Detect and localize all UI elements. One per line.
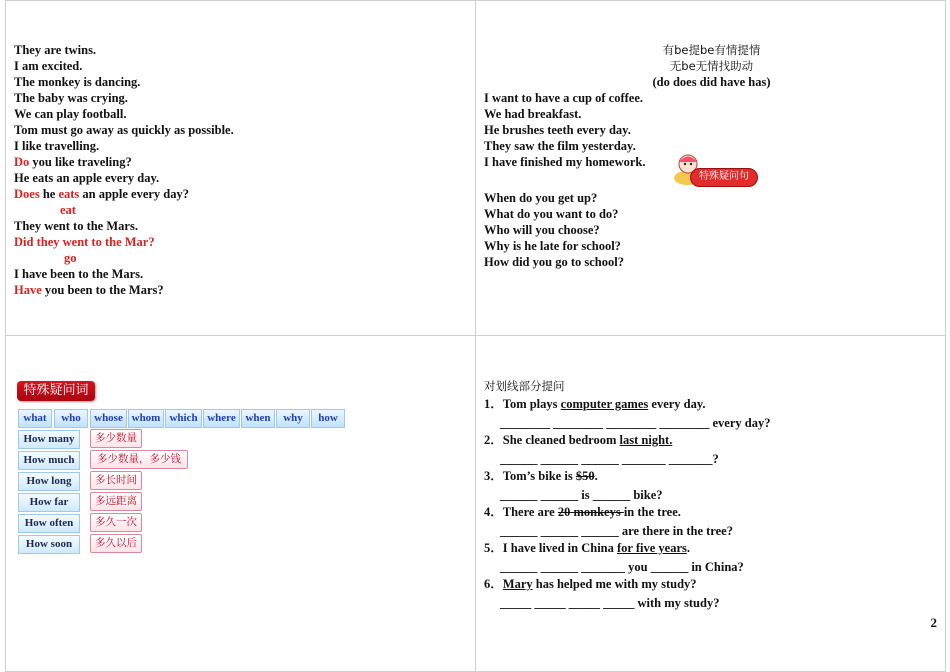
question-rest: an apple every day? bbox=[79, 187, 190, 201]
word-what: what bbox=[18, 409, 52, 428]
q-text: has helped me with my study? bbox=[532, 577, 697, 591]
how-long-label: How long bbox=[18, 472, 80, 491]
special-question-badge: 特殊疑问句 bbox=[690, 168, 758, 187]
aux-does: Does bbox=[14, 187, 40, 201]
page-number: 2 bbox=[930, 615, 937, 630]
word-whose: whose bbox=[90, 409, 127, 428]
sentence: He brushes teeth every day. bbox=[484, 123, 631, 137]
how-often-meaning: 多久一次 bbox=[90, 513, 142, 532]
answer-blank-1: ________ ________ ________ ________ every day? bbox=[500, 416, 771, 430]
answer-blank-3: ______ ______ is ______ bike? bbox=[500, 488, 663, 502]
question: When do you get up? bbox=[484, 191, 598, 205]
word-why: why bbox=[276, 409, 310, 428]
verb-eats: eats bbox=[58, 187, 80, 201]
word-when: when bbox=[241, 409, 275, 428]
answer-blank-4: ______ ______ ______ are there in the tree? bbox=[500, 524, 733, 538]
rule-line-2: 无be无情找助动 bbox=[669, 59, 754, 73]
q-text: . bbox=[594, 469, 598, 483]
sentence: We can play football. bbox=[14, 107, 127, 121]
question: Who will you choose? bbox=[484, 223, 600, 237]
question-words-banner: 特殊疑问词 bbox=[17, 381, 95, 401]
sentence: I have been to the Mars. bbox=[14, 267, 144, 281]
sentence: The monkey is dancing. bbox=[14, 75, 141, 89]
how-much-label: How much bbox=[18, 451, 80, 470]
sentence: He eats an apple every day. bbox=[14, 171, 160, 185]
how-far-meaning: 多远距离 bbox=[90, 492, 142, 511]
sentence: I am excited. bbox=[14, 59, 83, 73]
how-soon-label: How soon bbox=[18, 535, 80, 554]
question-do bbox=[14, 154, 132, 170]
q-text: every day. bbox=[648, 397, 706, 411]
question-mid: he bbox=[39, 187, 59, 201]
question: How did you go to school? bbox=[484, 255, 624, 269]
sentence: The baby was crying. bbox=[14, 91, 128, 105]
underlined-part: for five years bbox=[617, 541, 687, 555]
how-far-label: How far bbox=[18, 493, 80, 512]
sentence: They are twins. bbox=[14, 43, 97, 57]
question-rest: you like traveling? bbox=[29, 155, 132, 169]
q-text: . bbox=[686, 541, 691, 555]
correction-go: go bbox=[64, 251, 77, 265]
question-rest: you been to the Mars? bbox=[41, 283, 164, 297]
sentence: They saw the film yesterday. bbox=[484, 139, 636, 153]
rule-line-1: 有be提be有情提情 bbox=[662, 43, 761, 57]
underlined-part: last night. bbox=[619, 433, 673, 447]
exercise-q2 bbox=[484, 432, 672, 448]
slide-panel-2 bbox=[475, 0, 946, 336]
sentence: I want to have a cup of coffee. bbox=[484, 91, 644, 105]
question-did: Did they went to the Mar? bbox=[14, 235, 155, 249]
how-soon-meaning: 多久以后 bbox=[90, 534, 142, 553]
q-text: 6． bbox=[484, 577, 503, 591]
word-who: who bbox=[54, 409, 88, 428]
word-which: which bbox=[165, 409, 202, 428]
aux-have: Have bbox=[14, 283, 42, 297]
answer-blank-5: ______ ______ _______ you ______ in China? bbox=[500, 560, 744, 574]
sentence: I like travelling. bbox=[14, 139, 100, 153]
word-where: where bbox=[203, 409, 240, 428]
answer-blank-2: ______ ______ ______ _______ _______? bbox=[500, 452, 719, 466]
slide-panel-3 bbox=[5, 335, 476, 672]
question-have bbox=[14, 282, 164, 298]
underlined-part: computer games bbox=[560, 397, 649, 411]
how-long-meaning: 多长时间 bbox=[90, 471, 142, 490]
how-often-label: How often bbox=[18, 514, 80, 533]
struck-part: 20 monkeys bbox=[557, 505, 624, 519]
question: What do you want to do? bbox=[484, 207, 619, 221]
word-how: how bbox=[311, 409, 345, 428]
question-does bbox=[14, 186, 189, 202]
how-much-meaning: 多少数量，多少钱 bbox=[90, 450, 188, 469]
word-whom: whom bbox=[128, 409, 164, 428]
sentence: Tom must go away as quickly as possible. bbox=[14, 123, 234, 137]
exercise-q6 bbox=[484, 576, 697, 592]
sentence: We had breakfast. bbox=[484, 107, 582, 121]
exercise-q5 bbox=[484, 540, 690, 556]
exercise-title: 对划线部分提问 bbox=[484, 379, 565, 393]
q-text: 5．I have lived in China bbox=[484, 541, 618, 555]
q-text: in the tree. bbox=[623, 505, 681, 519]
sentence: They went to the Mars. bbox=[14, 219, 138, 233]
rule-line-3: (do does did have has) bbox=[652, 75, 771, 89]
struck-part: $50 bbox=[575, 469, 595, 483]
correction-eat: eat bbox=[60, 203, 76, 217]
slide-panel-1 bbox=[5, 0, 476, 336]
answer-blank-6: _____ _____ _____ _____ with my study? bbox=[500, 596, 720, 610]
sentence: I have finished my homework. bbox=[484, 155, 646, 169]
q-text: 3．Tom’s bike is bbox=[484, 469, 576, 483]
exercise-q4 bbox=[484, 504, 681, 520]
slide-panel-4 bbox=[475, 335, 946, 672]
question: Why is he late for school? bbox=[484, 239, 621, 253]
q-text: 2．She cleaned bedroom bbox=[484, 433, 620, 447]
exercise-q3 bbox=[484, 468, 598, 484]
exercise-q1 bbox=[484, 396, 706, 412]
how-many-label: How many bbox=[18, 430, 80, 449]
how-many-meaning: 多少数量 bbox=[90, 429, 142, 448]
q-text: 4．There are bbox=[484, 505, 558, 519]
aux-do: Do bbox=[14, 155, 30, 169]
q-text: 1．Tom plays bbox=[484, 397, 561, 411]
underlined-part: Mary bbox=[502, 577, 533, 591]
